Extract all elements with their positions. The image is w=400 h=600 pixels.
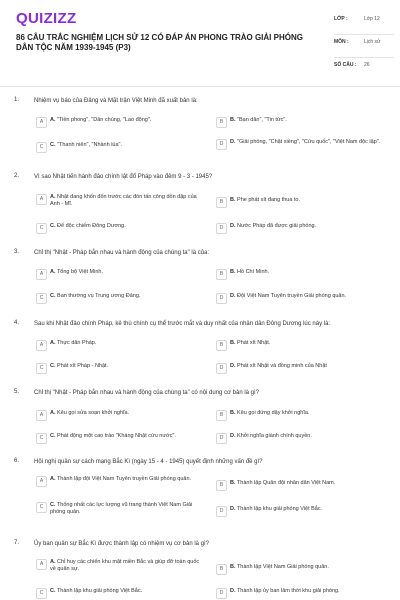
question-text: Vì sao Nhật tiến hành đảo chính lật đổ Pháp vào đêm 9 - 3 - 1945? — [34, 174, 213, 180]
option-text: C. "Thanh niên", "Nhành lúa". — [50, 142, 123, 148]
option-letter: D — [216, 293, 227, 304]
option-text: C. Thành lập khu giải phóng Việt Bắc. — [50, 588, 143, 594]
question-number: 7. — [14, 540, 20, 546]
question-text: Ủy ban quân sự Bắc Kì được thành lập có nhiệm vụ cơ bản là gì? — [34, 541, 210, 547]
question-number: 1. — [14, 97, 20, 103]
option-text: D. "Giải phóng, "Chặt xiềng", "Cứu quốc", "Việt Nam độc lập". — [230, 139, 381, 145]
option-text: B. "Bạn dân", "Tin tức". — [230, 117, 287, 123]
option-letter: D — [216, 223, 227, 234]
option-letter: C — [36, 433, 47, 444]
option-text: D. Khởi nghĩa giành chính quyền. — [230, 433, 312, 439]
header-divider — [0, 86, 400, 87]
option-text: A. Kêu gọi sửa soạn khởi nghĩa. — [50, 410, 130, 416]
option-letter: A — [36, 194, 47, 205]
option-letter: A — [36, 340, 47, 351]
option-letter: B — [216, 117, 227, 128]
meta-class-row — [334, 12, 394, 35]
question-text: Chỉ thị "Nhật - Pháp bắn nhau và hành động của chúng ta" là của: — [34, 250, 210, 256]
option-text: D. Thành lập ủy ban lâm thời khu giải phóng. — [230, 588, 340, 594]
question-text: Sau khi Nhật đảo chính Pháp, kẻ thù chính cụ thể trước mắt và duy nhất của nhân dân Đông Dương lúc này là: — [34, 321, 331, 327]
option-letter: A — [36, 117, 47, 128]
option-letter: A — [36, 269, 47, 280]
option-letter: C — [36, 588, 47, 599]
meta-subject-row — [334, 35, 394, 58]
option-letter: C — [36, 293, 47, 304]
option-letter: C — [36, 363, 47, 374]
option-letter: C — [36, 223, 47, 234]
option-letter: B — [216, 564, 227, 575]
page-header — [0, 0, 400, 86]
option-letter: C — [36, 502, 47, 513]
option-text: C. Ban thường vụ Trung ương Đảng. — [50, 293, 141, 299]
option-text: B. Thành lập Quân đội nhân dân Việt Nam. — [230, 480, 336, 486]
question-text: Hội nghị quân sự cách mạng Bắc Kì (ngày 15 - 4 - 1945) quyết định những vấn đề gì? — [34, 459, 263, 465]
option-text: B. Phát xít Nhật. — [230, 340, 271, 346]
option-text: B. Thành lập Việt Nam Giải phóng quân. — [230, 564, 329, 570]
subject-value: Lịch sử — [364, 39, 381, 45]
option-letter: D — [216, 506, 227, 517]
option-letter: A — [36, 476, 47, 487]
option-letter: B — [216, 410, 227, 421]
option-text: D. Phát xít Nhật và đồng minh của Nhật — [230, 363, 327, 369]
question-number: 3. — [14, 249, 20, 255]
option-letter: B — [216, 340, 227, 351]
option-text: D. Thành lập khu giải phóng Việt Bắc. — [230, 506, 323, 512]
option-text: A. Tổng bộ Việt Minh. — [50, 269, 104, 275]
meta-panel — [334, 12, 394, 72]
document-title: 86 CÂU TRẮC NGHIỆM LỊCH SỬ 12 CÓ ĐÁP ÁN PHONG TRÀO GIẢI PHÓNG DÂN TỘC NĂM 1939-1945 (P3) — [16, 33, 303, 52]
option-text: B. Hồ Chí Minh. — [230, 269, 270, 275]
option-letter: B — [216, 480, 227, 491]
question-number: 6. — [14, 458, 20, 464]
option-text: C. Phát xít Pháp - Nhật. — [50, 363, 109, 369]
question-number: 5. — [14, 389, 20, 395]
option-letter: A — [36, 410, 47, 421]
option-text: A. Nhật đang khốn đốn trước các đòn tấn công dồn dập của Anh - Mĩ. — [50, 194, 197, 207]
option-letter: B — [216, 197, 227, 208]
option-text: A. Thành lập đội Việt Nam Tuyên truyền Giải phóng quân. — [50, 476, 192, 482]
option-text: D. Đội Việt Nam Tuyên truyền Giải phóng quân. — [230, 293, 347, 299]
class-label: LỚP : — [334, 16, 348, 22]
subject-label: MÔN : — [334, 39, 349, 45]
count-value: 26 — [364, 62, 370, 68]
option-letter: D — [216, 433, 227, 444]
question-number: 2. — [14, 173, 20, 179]
class-value: Lớp 12 — [364, 16, 380, 22]
option-letter: C — [36, 142, 47, 153]
option-text: C. Phát động một cao trào "Kháng Nhật cứu nước". — [50, 433, 176, 439]
option-text: A. "Tiền phong", "Dân chúng, "Lao động". — [50, 117, 152, 123]
option-text: A. Thực dân Pháp. — [50, 340, 97, 346]
option-letter: D — [216, 363, 227, 374]
option-text: D. Nước Pháp đã được giải phóng. — [230, 223, 317, 229]
question-text: Nhiệm vụ báo của Đảng và Mặt trận Việt Minh đã xuất bản là: — [34, 98, 198, 104]
option-text: C. Để độc chiếm Đông Dương. — [50, 223, 126, 229]
count-label: SỐ CÂU : — [334, 62, 357, 68]
option-text: B. Phe phát xít đang thua to. — [230, 197, 301, 203]
option-text: B. Kêu gọi đứng dậy khởi nghĩa. — [230, 410, 310, 416]
quizizz-logo: QUIZIZZ — [16, 10, 77, 27]
option-letter: B — [216, 269, 227, 280]
option-text: A. Chỉ huy các chiến khu mặt miền Bắc và giúp đỡ toàn quốc về quân sự. — [50, 559, 200, 572]
option-text: C. Thống nhất các lực lượng vũ trang thành Việt Nam Giải phóng quân. — [50, 502, 193, 515]
question-text: Chỉ thị "Nhật - Pháp bắn nhau và hành động của chúng ta" có nội dung cơ bản là gì? — [34, 390, 260, 396]
option-letter: A — [36, 559, 47, 570]
option-letter: D — [216, 588, 227, 599]
option-letter: D — [216, 139, 227, 150]
meta-count-row — [334, 58, 394, 72]
question-number: 4. — [14, 320, 20, 326]
